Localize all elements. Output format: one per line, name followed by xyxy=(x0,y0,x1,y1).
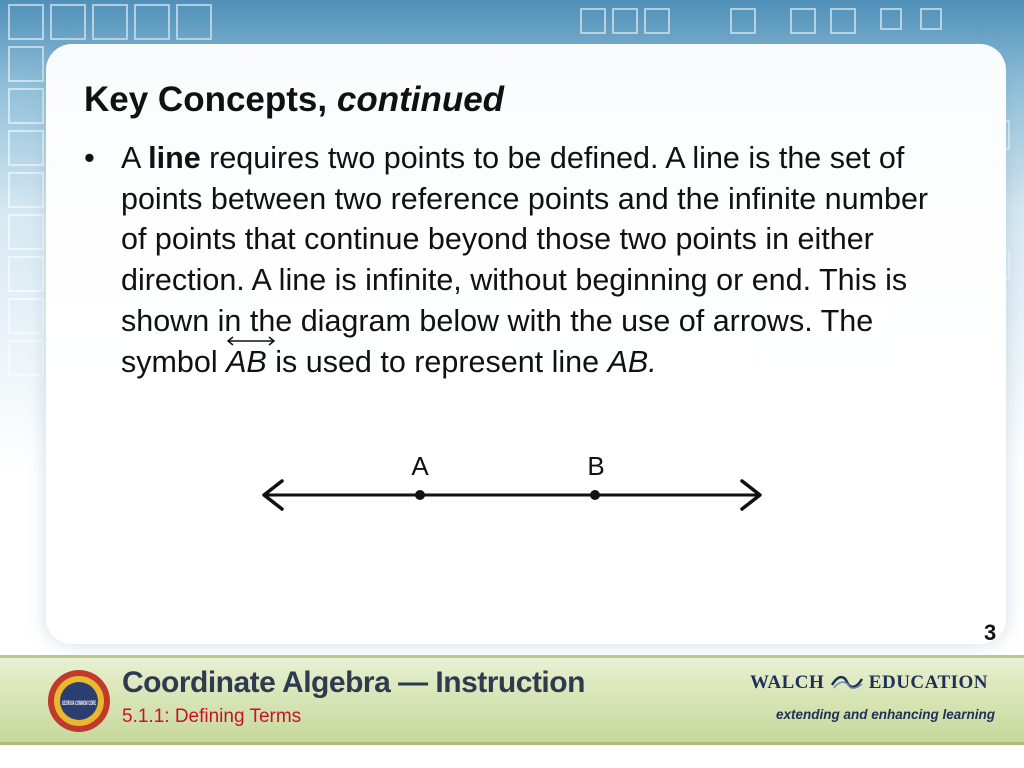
line-symbol xyxy=(226,342,267,383)
slide-title xyxy=(84,80,504,120)
publisher-tagline: extending and enhancing learning xyxy=(776,707,996,722)
walch-wave-icon xyxy=(830,672,864,694)
bullet-marker: • xyxy=(84,140,95,175)
bullet-text xyxy=(121,138,931,382)
body-text-1: requires two points to be defined. A line is the set of points between two reference points and the infinite number of points that continue beyond those two points in either direction. A line is infinite, without beginning or end. This is shown in the diagram below with the use of arrows. The symbol xyxy=(121,141,929,379)
publisher-left: WALCH xyxy=(750,672,825,693)
body-intro: A xyxy=(121,141,149,175)
term-line: line xyxy=(148,141,201,175)
body-text-2: is used to represent line xyxy=(266,344,608,379)
label-b: B xyxy=(587,451,605,481)
publisher-logo xyxy=(750,672,988,694)
lesson-title: 5.1.1: Defining Terms xyxy=(122,706,302,727)
line-symbol-text: AB xyxy=(226,344,267,379)
line-diagram xyxy=(250,445,770,525)
publisher-right: EDUCATION xyxy=(868,672,989,693)
title-italic: continued xyxy=(336,80,505,119)
point-b xyxy=(590,490,600,500)
page-number: 3 xyxy=(984,620,997,645)
seal-text: GEORGIA COMMON CORE xyxy=(62,701,96,707)
title-main: Key Concepts, xyxy=(84,80,328,119)
course-title: Coordinate Algebra — Instruction xyxy=(122,666,585,699)
label-a: A xyxy=(411,451,429,481)
double-arrow-icon xyxy=(226,336,276,346)
line-name: AB. xyxy=(607,344,657,379)
georgia-common-core-seal xyxy=(46,668,112,734)
point-a xyxy=(415,490,425,500)
